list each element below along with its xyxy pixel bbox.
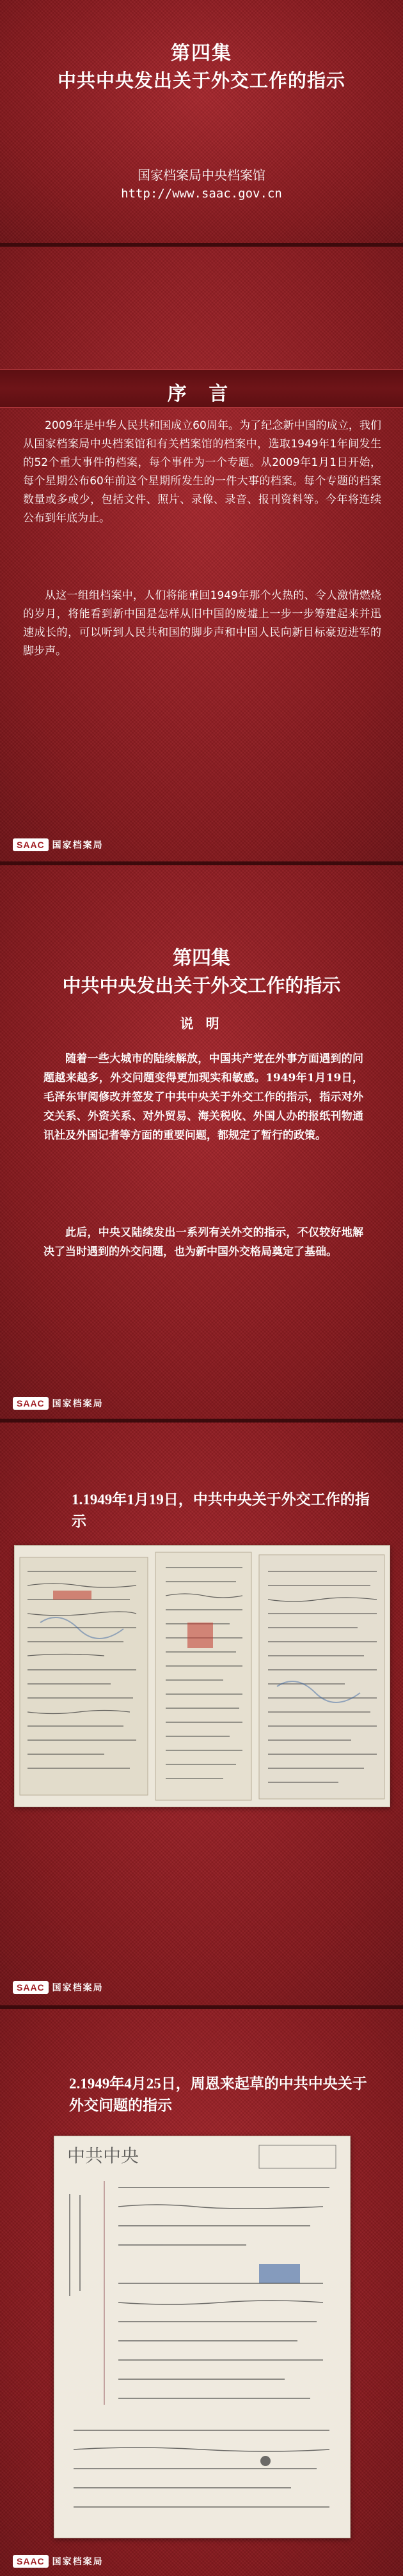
preface-slide (0, 247, 403, 861)
saac-badge: SAAC (13, 2555, 49, 2568)
explanation-slide (0, 865, 403, 1419)
preface-paragraph-1: 2009年是中华人民共和国成立60周年。为了纪念新中国的成立，我们从国家档案局中央档案馆和有关档案馆的档案中，选取1949年1年间发生的52个重大事件的档案，每个事件为一个专题。从2009年1月1日开始，每个星期公布60年前这个星期所发生的一件大事的档案。每个专题的档案数量或多或少，包括文件、照片、录像、录音、报刊资料等。今年将连续公布到年底为止。 (23, 419, 381, 525)
archive-document-image (54, 2136, 351, 2538)
document-caption: 2.1949年4月25日，周恩来起草的中共中央关于外交问题的指示 (69, 2076, 367, 2113)
svg-text:中共中央: 中共中央 (67, 2145, 139, 2166)
explanation-title: 中共中央发出关于外交工作的指示 (62, 976, 341, 996)
footer-org: 国家档案局 (52, 841, 104, 851)
telegram-manuscript-illustration (54, 2136, 350, 2538)
footer-logo (13, 1396, 104, 1411)
handwritten-manuscript-illustration (15, 1546, 390, 1807)
footer-org: 国家档案局 (52, 1400, 104, 1409)
cover-title: 中共中央发出关于外交工作的指示 (57, 71, 345, 91)
footer-logo (13, 1980, 104, 1995)
document-slide-1 (0, 1423, 403, 2005)
explanation-paragraph-2: 此后，中央又陆续发出一系列有关外交的指示，不仅较好地解决了当时遇到的外交问题，也为新中国外交格局奠定了基础。 (43, 1226, 363, 1258)
footer-logo (13, 2554, 104, 2569)
archive-document-image (14, 1545, 390, 1807)
document-slide-2 (0, 2009, 403, 2576)
preface-heading-band (0, 369, 403, 408)
footer-org: 国家档案局 (52, 2557, 104, 2567)
document-caption: 1.1949年1月19日，中共中央关于外交工作的指示 (72, 1492, 370, 1529)
saac-badge: SAAC (13, 1397, 49, 1410)
episode-label: 第四集 (173, 948, 230, 969)
cover-slide (0, 0, 403, 243)
organization-name: 国家档案局中央档案馆 (138, 167, 265, 183)
footer-org: 国家档案局 (52, 1984, 104, 1993)
episode-label: 第四集 (171, 43, 232, 64)
footer-logo (13, 837, 104, 852)
saac-badge: SAAC (13, 1981, 49, 1994)
explanation-paragraph-1: 随着一些大城市的陆续解放，中国共产党在外事方面遇到的问题越来越多，外交问题变得更加现实和敏感。1949年1月19日，毛泽东审阅修改并签发了中共中央关于外交工作的指示，指示对外交关系、外资关系、对外贸易、海关税收、外国人办的报纸刊物通讯社及外国记者等方面的重要问题，都规定了暂行的政策。 (43, 1053, 363, 1142)
preface-heading: 序 言 (167, 383, 236, 405)
website-url[interactable]: http://www.saac.gov.cn (121, 187, 282, 201)
saac-badge: SAAC (13, 838, 49, 851)
preface-paragraph-2: 从这一组组档案中，人们将能重回1949年那个火热的、令人激情燃烧的岁月，将能看到新中国是怎样从旧中国的废墟上一步一步筹建起来并迅速成长的，可以听到人民共和国的脚步声和中国人民向新目标豪迈进军的脚步声。 (23, 589, 381, 658)
explanation-subheading: 说 明 (180, 1015, 223, 1031)
